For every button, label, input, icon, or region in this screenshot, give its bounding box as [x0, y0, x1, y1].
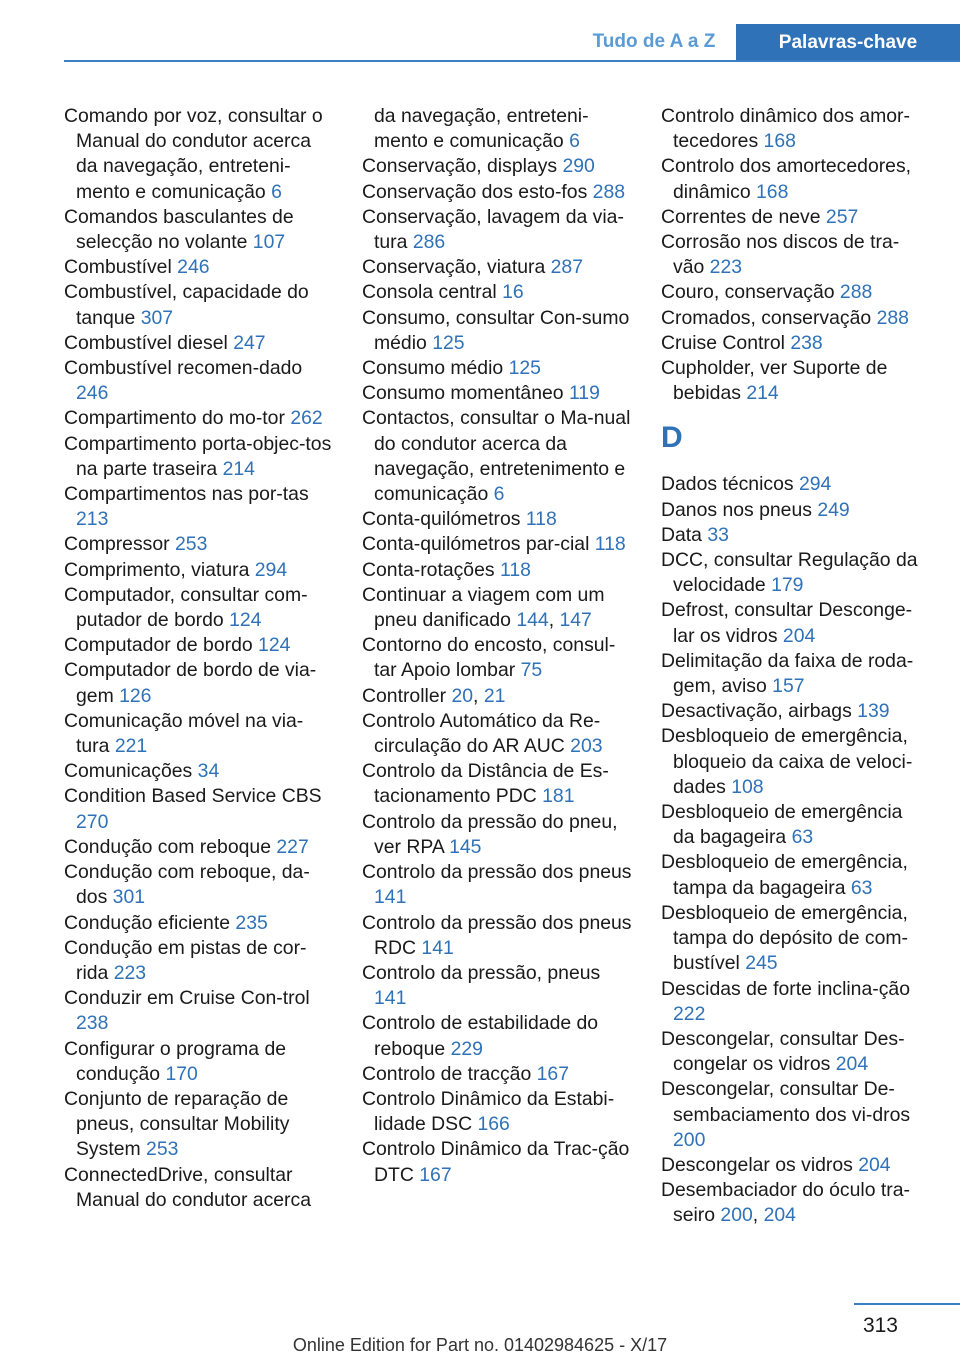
index-entry-text: Controlo Dinâmico da Trac-ção DTC [362, 1138, 630, 1186]
index-entry [362, 558, 632, 583]
index-entry [362, 154, 632, 179]
index-entry-text: Controlo de estabilidade do reboque [362, 1012, 599, 1060]
index-entry [64, 835, 334, 860]
index-entry [362, 280, 632, 305]
footer-divider [854, 1303, 960, 1305]
index-column-1 [64, 104, 334, 1213]
index-entry [661, 498, 929, 523]
page-reference-link[interactable]: 179 [771, 574, 804, 597]
index-entry [64, 709, 334, 759]
page-reference-link[interactable]: 126 [119, 684, 152, 707]
index-entry-text: Controlo da pressão do pneu, ver RPA [362, 810, 618, 858]
index-entry [64, 558, 334, 583]
page-reference-link[interactable]: 238 [76, 1012, 109, 1035]
ref-separator: , [473, 684, 484, 707]
index-entry [661, 1077, 929, 1153]
page-reference-link[interactable]: 286 [412, 231, 446, 254]
index-column-2 [362, 104, 632, 1188]
page-reference-link[interactable]: 108 [731, 775, 764, 798]
index-entry-text: Descidas de forte inclina-ção [661, 977, 910, 1000]
index-entry-text: Contactos, consultar o Ma-nual do condutor acerca da navegação, entretenimento e comunicação [362, 407, 631, 506]
index-entry-text: Desbloqueio de emergência da bagageira [661, 801, 903, 849]
index-entry-text: Conta-quilómetros [362, 508, 526, 531]
page-reference-link[interactable]: 34 [197, 760, 220, 783]
page-reference-link[interactable]: 204 [835, 1053, 869, 1076]
index-entry [661, 598, 929, 648]
page-reference-link[interactable]: 204 [763, 1204, 796, 1227]
page-reference-link[interactable]: 214 [222, 457, 255, 480]
index-entry-text: Conservação dos esto-fos [362, 180, 593, 203]
page-reference-link[interactable]: 118 [525, 508, 557, 531]
index-entry-text: Descongelar, consultar Des-congelar os vidros [661, 1027, 905, 1076]
index-entry [362, 1062, 632, 1087]
index-entry [661, 1027, 929, 1077]
page-reference-link[interactable]: 249 [817, 498, 850, 521]
page-reference-link[interactable]: 203 [570, 735, 603, 758]
page-reference-link[interactable]: 301 [112, 886, 146, 909]
index-entry [362, 255, 632, 280]
page-reference-link[interactable]: 213 [76, 508, 109, 531]
page-reference-link[interactable]: 200 [720, 1204, 753, 1227]
index-entry-text: Conduzir em Cruise Con-trol [64, 987, 310, 1010]
index-entry-text: Condução eficiente [64, 911, 236, 934]
index-entry [64, 1163, 334, 1213]
index-entry-text: Configurar o programa de condução [64, 1037, 287, 1085]
index-entry [64, 205, 334, 255]
index-entry-text: Computador, consultar com-putador de bordo [64, 583, 308, 632]
index-entry [661, 1153, 929, 1178]
page-reference-link[interactable]: 262 [290, 407, 323, 430]
index-entry [362, 180, 632, 205]
index-entry [362, 633, 632, 683]
index-entry [362, 810, 632, 860]
page-reference-link[interactable]: 107 [252, 231, 286, 254]
index-entry-text: Combustível, capacidade do tanque [64, 281, 309, 329]
index-entry [661, 356, 929, 406]
page-reference-link[interactable]: 238 [790, 331, 823, 354]
index-entry-text: Conservação, displays [362, 155, 563, 178]
page-reference-link[interactable]: 63 [791, 826, 814, 849]
index-entry [362, 532, 632, 557]
index-entry-text: Cruise Control [661, 331, 791, 354]
page-reference-link[interactable]: 168 [756, 180, 789, 203]
index-entry-text: Danos nos pneus [661, 498, 818, 521]
index-entry [362, 1087, 632, 1137]
index-entry [64, 784, 334, 834]
index-entry-text: Controlo da Distância de Es-tacionamento PDC [362, 760, 609, 808]
index-entry-text: Controlo Dinâmico da Estabi-lidade DSC [362, 1087, 615, 1136]
page-reference-link[interactable]: 119 [568, 382, 600, 405]
index-entry-text: Computador de bordo de via-gem [64, 659, 317, 707]
index-entry [661, 724, 929, 800]
index-entry-text: Conjunto de reparação de pneus, consultar Mobility System [64, 1087, 290, 1161]
index-entry-text: Compressor [64, 533, 175, 556]
index-entry-text: Consumo momentâneo [362, 382, 569, 405]
index-entry [661, 1178, 929, 1228]
index-entry-text: Desbloqueio de emergência, tampa do depósito de com-bustível [661, 901, 908, 975]
page-reference-link[interactable]: 6 [493, 483, 505, 506]
page-reference-link[interactable]: 288 [592, 180, 626, 203]
index-entry [64, 432, 334, 482]
index-entry [362, 1137, 632, 1187]
page-reference-link[interactable]: 168 [763, 130, 796, 153]
index-entry [661, 800, 929, 850]
index-entry-text: Controlo Automático da Re-circulação do AR AUC [362, 709, 601, 758]
page-reference-link[interactable]: 223 [113, 961, 147, 984]
index-entry [362, 507, 632, 532]
page-reference-link[interactable]: 246 [76, 382, 109, 405]
index-entry [64, 280, 334, 330]
page-reference-link[interactable]: 294 [798, 473, 832, 496]
index-entry [362, 381, 632, 406]
index-entry-text: ConnectedDrive, consultar Manual do condutor acerca [64, 1163, 311, 1211]
page-reference-link[interactable]: 33 [707, 523, 729, 546]
page-reference-link[interactable]: 288 [839, 281, 873, 304]
edition-note: Online Edition for Part no. 01402984625 - X/17 [292, 1335, 668, 1355]
index-entry [661, 104, 929, 154]
index-entry-text: Conservação, viatura [362, 256, 551, 279]
page-reference-link[interactable]: 125 [432, 331, 465, 354]
index-entry-text: Controlo dinâmico dos amor-tecedores [661, 105, 910, 153]
page-reference-link[interactable]: 147 [559, 609, 592, 632]
page-reference-link[interactable]: 245 [745, 952, 778, 975]
index-entry-text: Computador de bordo [64, 634, 259, 657]
index-entry [64, 658, 334, 708]
index-entry [362, 759, 632, 809]
page-reference-link[interactable]: 235 [235, 911, 268, 934]
index-entry [64, 583, 334, 633]
page-reference-link[interactable]: 253 [146, 1138, 179, 1161]
index-entry-text: Conta-quilómetros par-cial [362, 533, 595, 556]
index-entry [362, 1011, 632, 1061]
index-column-3 [661, 104, 929, 1229]
index-entry-text: Controlo da pressão dos pneus RDC [362, 911, 632, 959]
page-reference-link[interactable]: 257 [825, 205, 859, 228]
index-entry-text: Correntes de neve [661, 205, 826, 228]
page-reference-link[interactable]: 166 [477, 1113, 510, 1136]
index-entry-text: Conservação, lavagem da via-tura [362, 205, 624, 254]
ref-separator: , [548, 609, 560, 632]
page-reference-link[interactable]: 63 [850, 876, 873, 899]
page-reference-link[interactable]: 167 [536, 1062, 569, 1085]
page-reference-link[interactable]: 145 [449, 835, 482, 858]
index-entry [64, 633, 334, 658]
index-entry-text: Compartimento porta-objec-tos na parte traseira [64, 432, 332, 480]
index-entry [64, 860, 334, 910]
page-reference-link[interactable]: 307 [140, 306, 174, 329]
page-reference-link[interactable]: 294 [254, 558, 288, 581]
index-entry [661, 649, 929, 699]
tab-tudo-de-a-a-z[interactable]: Tudo de A a Z [592, 31, 716, 52]
index-entry-text: Compartimento do mo-tor [64, 407, 291, 430]
index-entry [362, 684, 632, 709]
page-reference-link[interactable]: 124 [229, 609, 262, 632]
index-entry [661, 154, 929, 204]
index-entry-text: Desactivação, airbags [661, 700, 858, 723]
page-reference-link[interactable]: 125 [508, 357, 541, 380]
page-reference-link[interactable]: 270 [76, 810, 109, 833]
index-entry-text: Combustível recomen-dado [64, 357, 303, 380]
index-entry [64, 331, 334, 356]
page-reference-link[interactable]: 246 [177, 256, 210, 279]
page-reference-link[interactable]: 139 [857, 700, 890, 723]
index-entry [362, 306, 632, 356]
page-reference-link[interactable]: 221 [114, 735, 148, 758]
index-entry-text: Cromados, conservação [661, 306, 877, 329]
index-entry [661, 306, 929, 331]
page-reference-link[interactable]: 181 [542, 785, 575, 808]
index-entry-text: Contorno do encosto, consul-tar Apoio lombar [362, 634, 616, 682]
index-entry-text: Consumo, consultar Con-sumo médio [362, 306, 630, 354]
page-reference-link[interactable]: 118 [594, 533, 626, 556]
index-entry [362, 583, 632, 633]
page-reference-link[interactable]: 204 [858, 1153, 891, 1176]
index-entry-text: Combustível diesel [64, 331, 234, 354]
page-reference-link[interactable]: 157 [772, 675, 805, 698]
index-entry-text: Combustível [64, 256, 178, 279]
index-entry [362, 406, 632, 507]
page-reference-link[interactable]: 118 [499, 558, 531, 581]
index-entry-text: Controlo dos amortecedores, dinâmico [661, 155, 912, 203]
index-entry [362, 860, 632, 910]
page-reference-link[interactable]: 288 [876, 306, 909, 329]
index-entry-text: Compartimentos nas por-tas [64, 483, 309, 506]
index-entry [362, 911, 632, 961]
page-reference-link[interactable]: 223 [709, 256, 743, 279]
ref-separator: , [752, 1204, 764, 1227]
index-entry [64, 482, 334, 532]
index-entry-text: Consumo médio [362, 357, 509, 380]
index-entry-text: Consola central [362, 281, 503, 304]
page-reference-link[interactable]: 247 [233, 331, 266, 354]
index-entry [661, 977, 929, 1027]
index-entry-text: Controlo da pressão dos pneus [362, 861, 632, 884]
index-entry-text: Condition Based Service CBS [64, 785, 322, 808]
index-entry-text: Condução com reboque [64, 835, 277, 858]
page-reference-link[interactable]: 6 [271, 180, 282, 203]
index-entry-text: Cupholder, ver Suporte de bebidas [661, 357, 888, 405]
index-entry [362, 104, 632, 154]
page-reference-link[interactable]: 170 [165, 1062, 198, 1085]
index-entry [362, 961, 632, 1011]
index-letter-heading: D [661, 421, 683, 455]
index-entry [362, 205, 632, 255]
page-reference-link[interactable]: 16 [502, 281, 524, 304]
page-reference-link[interactable]: 227 [276, 835, 309, 858]
page-reference-link[interactable]: 141 [374, 987, 407, 1010]
index-entry-text: Comunicações [64, 760, 198, 783]
page-reference-link[interactable]: 141 [421, 936, 454, 959]
index-entry [362, 356, 632, 381]
page-reference-link[interactable]: 144 [516, 609, 549, 632]
index-entry [64, 986, 334, 1036]
index-entry-text: Desbloqueio de emergência, bloqueio da caixa de veloci-dades [661, 725, 913, 798]
page-reference-link[interactable]: 21 [483, 684, 506, 707]
page-number: 313 [862, 1314, 898, 1337]
page-reference-link[interactable]: 229 [450, 1037, 483, 1060]
index-entry [661, 472, 929, 497]
page-reference-link[interactable]: 141 [374, 886, 407, 909]
page-reference-link[interactable]: 290 [562, 155, 595, 178]
index-entry-text: Dados técnicos [661, 473, 799, 496]
index-entry [64, 356, 334, 406]
index-entry-text: Continuar a viagem com um pneu danificado [362, 583, 605, 632]
page-reference-link[interactable]: 204 [782, 624, 816, 647]
page-reference-link[interactable]: 167 [419, 1163, 452, 1186]
page-reference-link[interactable]: 253 [175, 533, 208, 556]
index-entry-text: Controller [362, 684, 452, 707]
index-entry [661, 850, 929, 900]
index-entry [661, 901, 929, 977]
page-reference-link[interactable]: 124 [258, 634, 291, 657]
index-entry-text: Defrost, consultar Desconge-lar os vidros [661, 599, 913, 647]
page-reference-link[interactable]: 6 [569, 130, 580, 153]
page-reference-link[interactable]: 222 [673, 1002, 706, 1025]
index-entry [64, 104, 334, 205]
index-entry-text: Comando por voz, consultar o Manual do condutor acerca da navegação, entreteni-mento e comunicação [64, 105, 323, 203]
page-reference-link[interactable]: 287 [550, 256, 583, 279]
page-reference-link[interactable]: 75 [520, 659, 543, 682]
index-entry [661, 523, 929, 548]
index-entry-text: Descongelar os vidros [661, 1153, 859, 1176]
page-reference-link[interactable]: 214 [746, 382, 779, 405]
index-entry [661, 205, 929, 230]
page-reference-link[interactable]: 200 [673, 1128, 706, 1151]
index-entry-text: Data [661, 523, 708, 546]
index-entry-text: Comprimento, viatura [64, 558, 255, 581]
index-entry [64, 1087, 334, 1163]
tab-palavras-chave[interactable]: Palavras-chave [736, 24, 960, 62]
index-entry [661, 548, 929, 598]
index-entry [661, 699, 929, 724]
index-entry-text: Comunicação móvel na via-tura [64, 709, 304, 758]
index-entry-text: da navegação, entreteni-mento e comunicação [374, 105, 589, 153]
index-entry-text: Condução com reboque, da-dos [64, 861, 310, 909]
index-entry-text: Controlo da pressão, pneus [362, 961, 601, 984]
index-entry [661, 331, 929, 356]
index-entry-text: Controlo de tracção [362, 1062, 537, 1085]
index-entry [64, 1037, 334, 1087]
index-entry-text: Corrosão nos discos de tra-vão [661, 231, 900, 279]
index-entry [64, 406, 334, 431]
index-entry-text: Descongelar, consultar De-sembaciamento dos vi-dros [661, 1078, 911, 1126]
index-entry-text: Conta-rotações [362, 558, 500, 581]
index-entry-text: Couro, conservação [661, 281, 840, 304]
index-entry-text: DCC, consultar Regulação da velocidade [661, 549, 918, 597]
index-entry-text: Desembaciador do óculo tra-seiro [661, 1179, 910, 1227]
index-entry-text: Condução em pistas de cor-rida [64, 936, 307, 984]
index-entry [661, 230, 929, 280]
page-reference-link[interactable]: 20 [451, 684, 474, 707]
index-entry-text: Desbloqueio de emergência, tampa da bagageira [661, 851, 908, 899]
index-entry [64, 255, 334, 280]
header-divider [64, 60, 960, 62]
index-entry [64, 936, 334, 986]
index-entry [64, 532, 334, 557]
index-entry [362, 709, 632, 759]
index-entry [64, 911, 334, 936]
index-entry-text: Delimitação da faixa de roda-gem, aviso [661, 649, 914, 698]
index-entry [661, 280, 929, 305]
index-entry-text: Comandos basculantes de selecção no volante [64, 205, 294, 254]
index-entry [64, 759, 334, 784]
